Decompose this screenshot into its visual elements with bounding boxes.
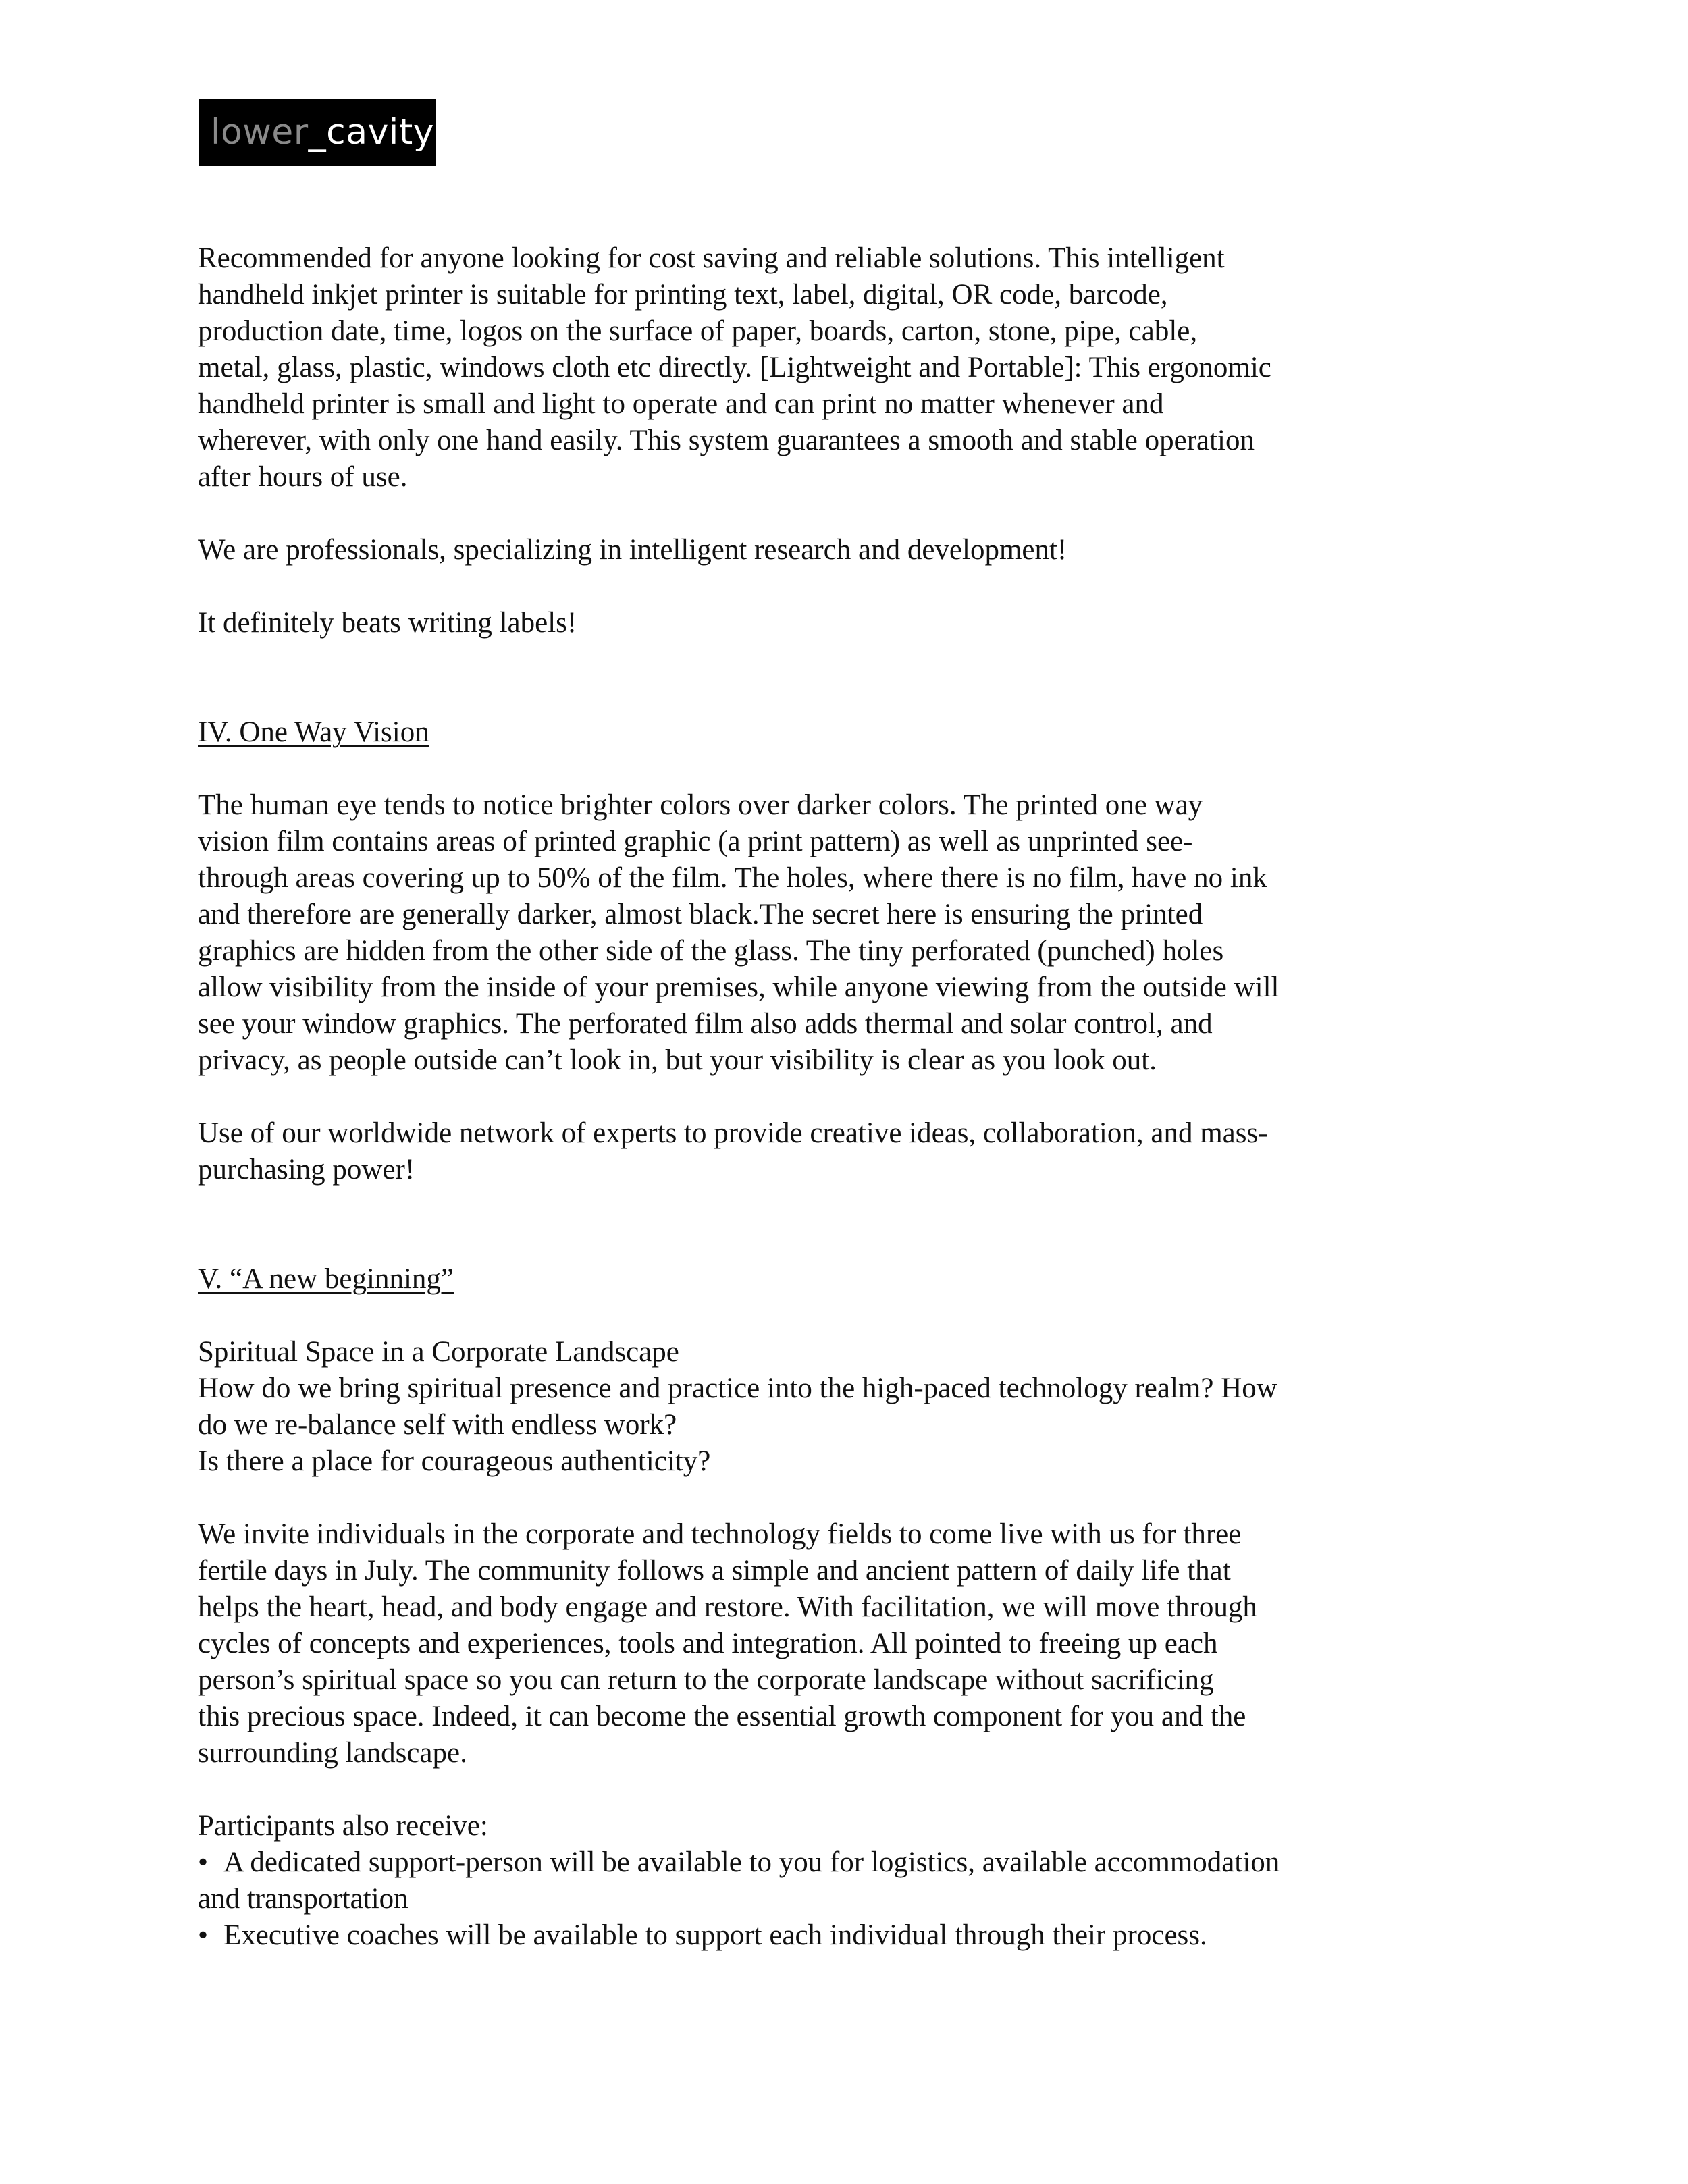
text-line: Use of our worldwide network of experts to provide creative ideas, collaboration, and mass- [198, 1117, 1268, 1149]
one-way-vision-paragraph [198, 787, 1521, 1079]
labels-statement: It definitely beats writing labels! [198, 607, 577, 639]
bullet-icon: • [198, 1846, 209, 1878]
list-item [198, 1844, 1521, 1881]
text-line: do we re-balance self with endless work? [198, 1409, 677, 1441]
text-line: person’s spiritual space so you can return to the corporate landscape without sacrificing [198, 1664, 1214, 1696]
participants-intro: Participants also receive: [198, 1810, 488, 1842]
text-line: graphics are hidden from the other side of the glass. The tiny perforated (punched) holes [198, 935, 1224, 967]
text-line: wherever, with only one hand easily. This system guarantees a smooth and stable operation [198, 425, 1255, 456]
text-line: purchasing power! [198, 1154, 415, 1186]
logo-text-lower: lower [211, 112, 309, 153]
spacer [198, 1298, 1521, 1334]
list-item-text: Executive coaches will be available to support each individual through their process. [223, 1919, 1207, 1951]
text-line: fertile days in July. The community follows a simple and ancient pattern of daily life that [198, 1555, 1231, 1587]
text-line: see your window graphics. The perforated film also adds thermal and solar control, and [198, 1008, 1213, 1040]
list-item-text: A dedicated support-person will be available to you for logistics, available accommodation [223, 1846, 1280, 1878]
text-line: after hours of use. [198, 461, 408, 493]
list-item-continuation: and transportation [198, 1883, 408, 1915]
text-line: vision film contains areas of printed graphic (a print pattern) as well as unprinted see- [198, 826, 1193, 857]
text-line: We invite individuals in the corporate and technology fields to come live with us for three [198, 1518, 1242, 1550]
logo-text-cavity: _cavity [308, 112, 435, 153]
text-line: How do we bring spiritual presence and practice into the high-paced technology realm? How [198, 1373, 1277, 1404]
document-body [198, 240, 1521, 1954]
section-v-heading: V. “A new beginning” [198, 1263, 454, 1295]
spacer [198, 496, 1521, 532]
section-iv-heading: IV. One Way Vision [198, 716, 429, 748]
section-v-subtitle: Spiritual Space in a Corporate Landscape [198, 1336, 679, 1368]
spacer [198, 1772, 1521, 1808]
professionals-statement: We are professionals, specializing in intelligent research and development! [198, 534, 1067, 566]
network-paragraph [198, 1115, 1521, 1188]
text-line: privacy, as people outside can’t look in, but your visibility is clear as you look out. [198, 1044, 1157, 1076]
text-line: surrounding landscape. [198, 1737, 467, 1769]
spacer [198, 751, 1521, 787]
spacer [198, 1188, 1521, 1261]
spacer [198, 1480, 1521, 1516]
spacer [198, 641, 1521, 714]
bullet-icon: • [198, 1919, 209, 1951]
text-line: helps the heart, head, and body engage and restore. With facilitation, we will move through [198, 1591, 1257, 1623]
spacer [198, 568, 1521, 605]
text-line: allow visibility from the inside of your premises, while anyone viewing from the outside will [198, 971, 1280, 1003]
text-line: metal, glass, plastic, windows cloth etc directly. [Lightweight and Portable]: This ergonomic [198, 352, 1271, 383]
text-line: The human eye tends to notice brighter colors over darker colors. The printed one way [198, 789, 1203, 821]
text-line: and therefore are generally darker, almost black.The secret here is ensuring the printed [198, 899, 1203, 930]
intro-paragraph [198, 240, 1521, 496]
benefits-list [198, 1844, 1521, 1954]
questions-paragraph [198, 1370, 1521, 1480]
invitation-paragraph [198, 1516, 1521, 1772]
spacer [198, 1079, 1521, 1115]
text-line: handheld inkjet printer is suitable for printing text, label, digital, OR code, barcode, [198, 279, 1168, 311]
text-line: Is there a place for courageous authenticity? [198, 1445, 711, 1477]
text-line: cycles of concepts and experiences, tools and integration. All pointed to freeing up each [198, 1628, 1218, 1659]
logo [199, 99, 436, 166]
text-line: through areas covering up to 50% of the film. The holes, where there is no film, have no ink [198, 862, 1267, 894]
text-line: this precious space. Indeed, it can become the essential growth component for you and the [198, 1701, 1246, 1732]
text-line: handheld printer is small and light to operate and can print no matter whenever and [198, 388, 1164, 420]
text-line: production date, time, logos on the surface of paper, boards, carton, stone, pipe, cable, [198, 315, 1198, 347]
list-item [198, 1917, 1521, 1954]
text-line: Recommended for anyone looking for cost saving and reliable solutions. This intelligent [198, 242, 1225, 274]
